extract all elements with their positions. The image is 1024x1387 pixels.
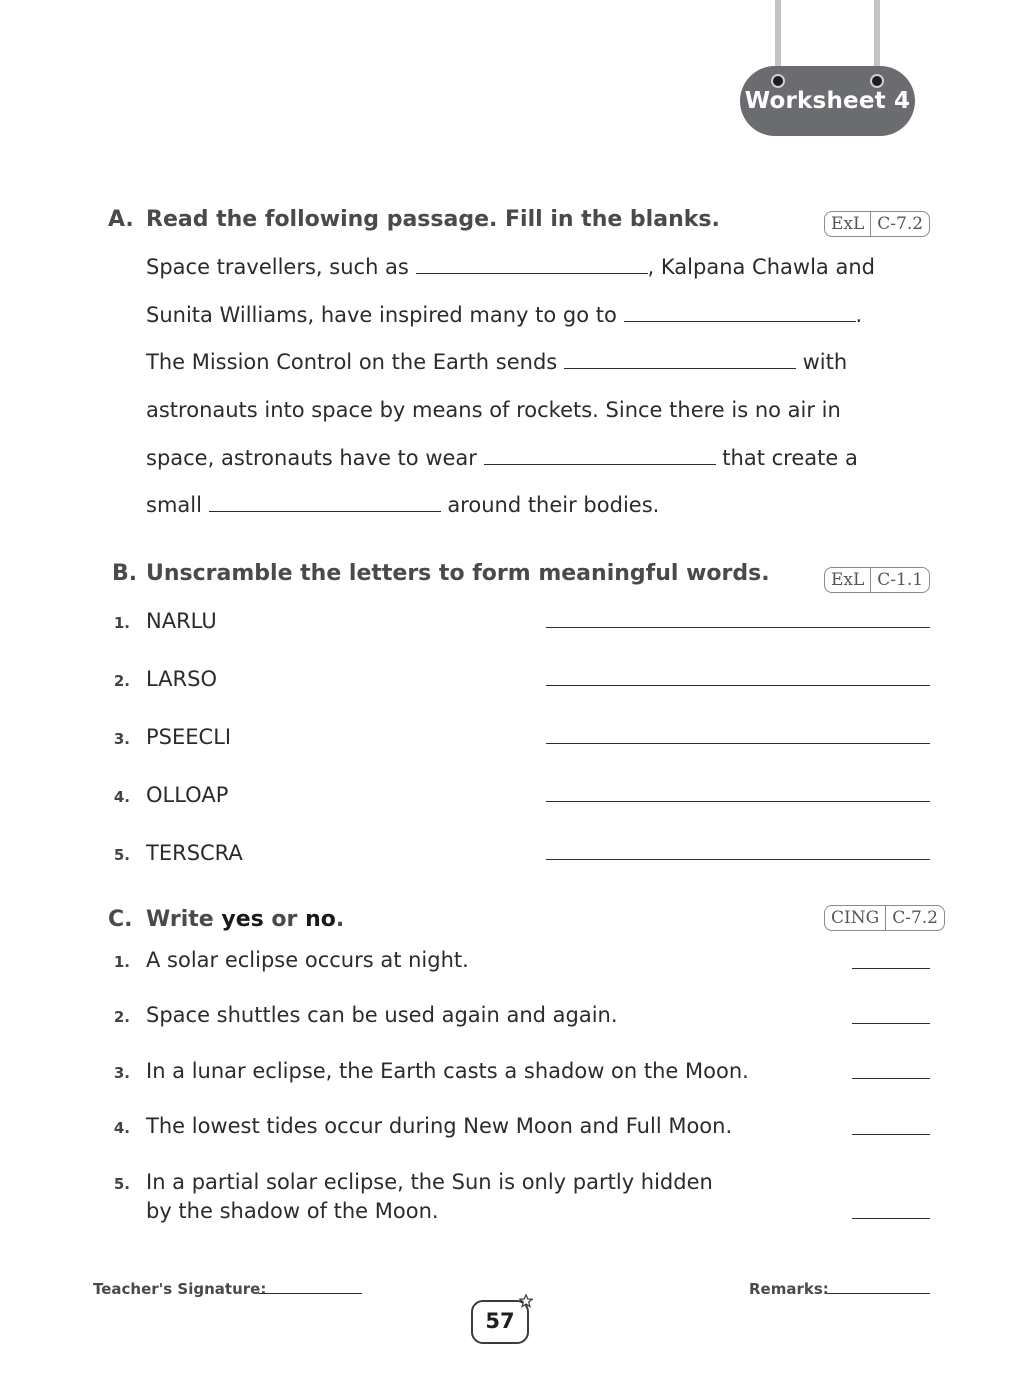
answer-line[interactable] xyxy=(546,627,930,628)
star-icon xyxy=(519,1294,533,1308)
statement-text: The lowest tides occur during New Moon and Full Moon. xyxy=(146,1114,733,1138)
blank-4[interactable] xyxy=(484,446,716,465)
answer-line[interactable] xyxy=(546,743,930,744)
badge-right: C-1.1 xyxy=(877,570,924,590)
passage-line-4: astronauts into space by means of rockets. Since there is no air in xyxy=(146,398,841,422)
yes-word: yes xyxy=(221,907,264,932)
page-number: 57 xyxy=(485,1309,515,1333)
unscramble-word: PSEECLI xyxy=(146,725,232,749)
section-c-letter: C. xyxy=(108,907,133,932)
section-c-title: Write yes or no. xyxy=(146,907,345,932)
blank-5[interactable] xyxy=(209,493,441,512)
statement-number: 5. xyxy=(113,1175,130,1193)
yes-no-answer-line[interactable] xyxy=(852,968,930,969)
worksheet-title: Worksheet 4 xyxy=(744,88,911,114)
blank-2[interactable] xyxy=(624,303,856,322)
statement-text: Space shuttles can be used again and again. xyxy=(146,1003,618,1027)
passage-line-1: Space travellers, such as , Kalpana Chawla and xyxy=(146,255,875,279)
section-a-title: Read the following passage. Fill in the blanks. xyxy=(146,207,720,232)
section-b-skill-badge xyxy=(824,567,930,593)
section-b-title: Unscramble the letters to form meaningful words. xyxy=(146,561,770,586)
tag-hole-right xyxy=(870,74,884,88)
answer-line[interactable] xyxy=(546,801,930,802)
unscramble-number: 3. xyxy=(113,730,130,748)
tag-hole-left xyxy=(771,74,785,88)
statement-text: In a lunar eclipse, the Earth casts a shadow on the Moon. xyxy=(146,1059,749,1083)
worksheet-tag xyxy=(740,66,915,136)
remarks-line[interactable] xyxy=(827,1293,930,1294)
page-number-box xyxy=(471,1300,529,1344)
statement-text-continued: by the shadow of the Moon. xyxy=(146,1199,439,1223)
unscramble-word: TERSCRA xyxy=(146,841,243,865)
unscramble-number: 2. xyxy=(113,672,130,690)
statement-text: A solar eclipse occurs at night. xyxy=(146,948,469,972)
teacher-signature-line[interactable] xyxy=(259,1293,362,1294)
section-b-letter: B. xyxy=(112,561,138,586)
passage-line-6: small around their bodies. xyxy=(146,493,660,517)
section-a-skill-badge xyxy=(824,211,930,237)
yes-no-answer-line[interactable] xyxy=(852,1078,930,1079)
yes-no-answer-line[interactable] xyxy=(852,1218,930,1219)
blank-1[interactable] xyxy=(416,255,648,274)
unscramble-word: NARLU xyxy=(146,609,217,633)
yes-no-answer-line[interactable] xyxy=(852,1023,930,1024)
statement-text: In a partial solar eclipse, the Sun is only partly hidden xyxy=(146,1170,713,1194)
teacher-signature-label: Teacher's Signature: xyxy=(93,1280,267,1298)
unscramble-word: OLLOAP xyxy=(146,783,229,807)
passage-line-5: space, astronauts have to wear that create a xyxy=(146,446,858,470)
badge-right: C-7.2 xyxy=(877,214,924,234)
no-word: no xyxy=(305,907,336,932)
passage-line-3: The Mission Control on the Earth sends with xyxy=(146,350,848,374)
statement-number: 4. xyxy=(113,1119,130,1137)
blank-3[interactable] xyxy=(564,350,796,369)
statement-number: 2. xyxy=(113,1008,130,1026)
passage-line-2: Sunita Williams, have inspired many to go to . xyxy=(146,303,863,327)
statement-number: 3. xyxy=(113,1064,130,1082)
section-a-letter: A. xyxy=(108,207,134,232)
unscramble-number: 1. xyxy=(113,614,130,632)
badge-left: CING xyxy=(825,906,886,930)
badge-left: ExL xyxy=(825,568,871,592)
badge-right: C-7.2 xyxy=(892,908,938,928)
section-c-skill-badge xyxy=(824,905,945,931)
badge-left: ExL xyxy=(825,212,871,236)
unscramble-number: 4. xyxy=(113,788,130,806)
remarks-label: Remarks: xyxy=(749,1280,829,1298)
statement-number: 1. xyxy=(113,953,130,971)
yes-no-answer-line[interactable] xyxy=(852,1134,930,1135)
unscramble-number: 5. xyxy=(113,846,130,864)
unscramble-word: LARSO xyxy=(146,667,217,691)
answer-line[interactable] xyxy=(546,685,930,686)
answer-line[interactable] xyxy=(546,859,930,860)
